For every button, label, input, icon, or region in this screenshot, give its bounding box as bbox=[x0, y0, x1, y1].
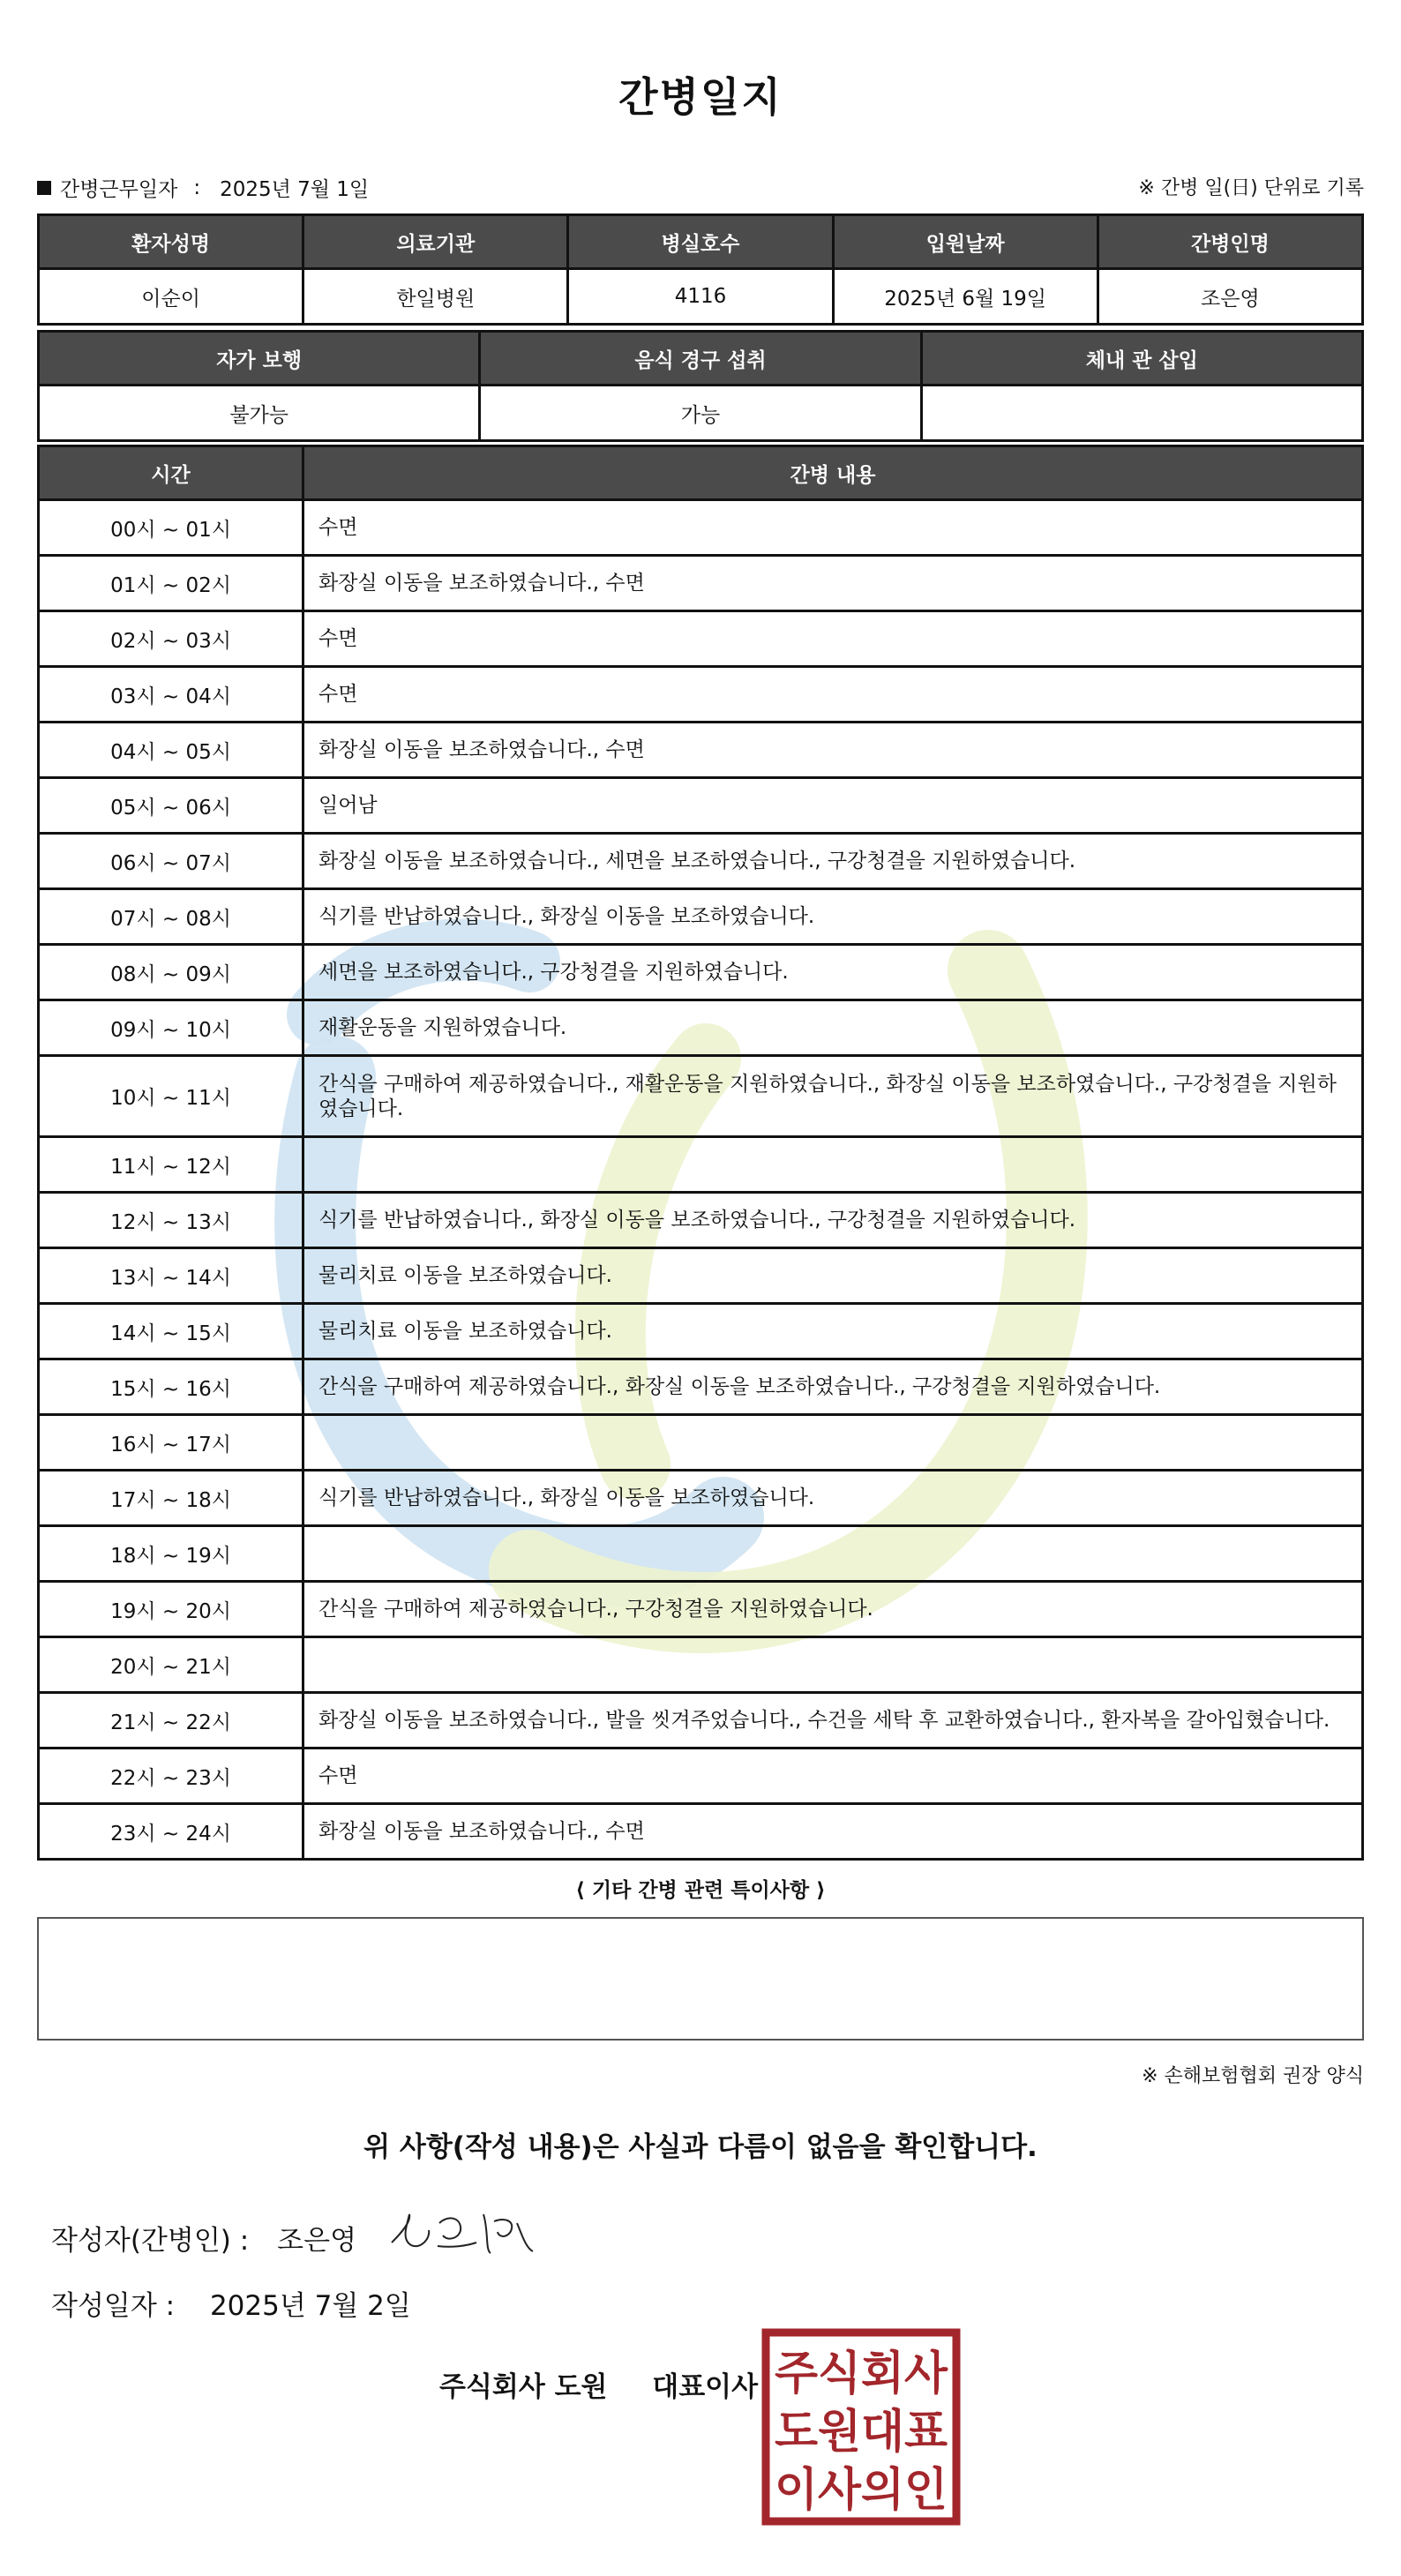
table-row bbox=[39, 889, 1363, 945]
time-slot: 16시 ~ 17시 bbox=[39, 1415, 303, 1471]
self-walking-value: 불가능 bbox=[39, 386, 480, 441]
patient-status-table bbox=[37, 330, 1364, 442]
hospital-name: 한일병원 bbox=[303, 269, 568, 325]
time-slot: 09시 ~ 10시 bbox=[39, 1000, 303, 1056]
room-number: 4116 bbox=[568, 269, 833, 325]
header-care-content: 간병 내용 bbox=[303, 446, 1363, 500]
care-content: 세면을 보조하였습니다., 구강청결을 지원하였습니다. bbox=[303, 945, 1363, 1000]
time-slot: 22시 ~ 23시 bbox=[39, 1749, 303, 1804]
care-content: 화장실 이동을 보조하였습니다., 세면을 보조하였습니다., 구강청결을 지원하였습니다. bbox=[303, 834, 1363, 889]
work-date-line bbox=[37, 173, 369, 202]
patient-name: 이순이 bbox=[39, 269, 303, 325]
time-slot: 21시 ~ 22시 bbox=[39, 1693, 303, 1749]
writer-label: 작성자(간병인) : bbox=[51, 2225, 250, 2257]
table-row bbox=[39, 945, 1363, 1000]
time-slot: 14시 ~ 15시 bbox=[39, 1304, 303, 1359]
time-slot: 02시 ~ 03시 bbox=[39, 611, 303, 667]
care-content: 간식을 구매하여 제공하였습니다., 구강청결을 지원하였습니다. bbox=[303, 1582, 1363, 1637]
time-slot: 03시 ~ 04시 bbox=[39, 667, 303, 723]
header-admission-date: 입원날짜 bbox=[833, 215, 1098, 269]
svg-text:이사의인: 이사의인 bbox=[775, 2464, 948, 2517]
time-slot: 20시 ~ 21시 bbox=[39, 1637, 303, 1693]
care-content: 식기를 반납하였습니다., 화장실 이동을 보조하였습니다., 구강청결을 지원하였습니다. bbox=[303, 1193, 1363, 1248]
care-content: 일어남 bbox=[303, 778, 1363, 834]
notes-box bbox=[37, 1917, 1364, 2041]
svg-text:주식회사: 주식회사 bbox=[775, 2348, 948, 2400]
time-slot: 05시 ~ 06시 bbox=[39, 778, 303, 834]
time-slot: 00시 ~ 01시 bbox=[39, 500, 303, 556]
square-bullet-icon bbox=[37, 181, 51, 195]
work-date-label: 간병근무일자 bbox=[60, 178, 178, 201]
header-time: 시간 bbox=[39, 446, 303, 500]
table-row bbox=[39, 1248, 1363, 1304]
oral-intake-value: 가능 bbox=[480, 386, 921, 441]
unit-note: ※ 간병 일(日) 단위로 기록 bbox=[1138, 177, 1364, 199]
document-title: 간병일지 bbox=[618, 73, 783, 121]
care-content bbox=[303, 1137, 1363, 1193]
table-row bbox=[39, 834, 1363, 889]
table-row bbox=[39, 1749, 1363, 1804]
care-content: 물리치료 이동을 보조하였습니다. bbox=[303, 1248, 1363, 1304]
work-date-value: 2025년 7월 1일 bbox=[220, 178, 370, 201]
admission-date: 2025년 6월 19일 bbox=[833, 269, 1098, 325]
care-content: 식기를 반납하였습니다., 화장실 이동을 보조하였습니다. bbox=[303, 1471, 1363, 1526]
time-slot: 23시 ~ 24시 bbox=[39, 1804, 303, 1860]
colon: : bbox=[193, 176, 201, 199]
time-slot: 19시 ~ 20시 bbox=[39, 1582, 303, 1637]
header-self-walking: 자가 보행 bbox=[39, 332, 480, 386]
time-slot: 06시 ~ 07시 bbox=[39, 834, 303, 889]
table-row bbox=[39, 1415, 1363, 1471]
care-content: 수면 bbox=[303, 500, 1363, 556]
header-patient-name: 환자성명 bbox=[39, 215, 303, 269]
time-slot: 10시 ~ 11시 bbox=[39, 1056, 303, 1137]
header-tube-insertion: 체내 관 삽입 bbox=[921, 332, 1362, 386]
header-caregiver-name: 간병인명 bbox=[1098, 215, 1362, 269]
care-content: 화장실 이동을 보조하였습니다., 발을 씻겨주었습니다., 수건을 세탁 후 교환하였습니다., 환자복을 갈아입혔습니다. bbox=[303, 1693, 1363, 1749]
time-slot: 13시 ~ 14시 bbox=[39, 1248, 303, 1304]
header-room: 병실호수 bbox=[568, 215, 833, 269]
write-date-value: 2025년 7월 2일 bbox=[209, 2290, 411, 2322]
table-row bbox=[39, 723, 1363, 778]
table-row bbox=[39, 1526, 1363, 1582]
company-line bbox=[439, 2364, 758, 2404]
care-content: 화장실 이동을 보조하였습니다., 수면 bbox=[303, 1804, 1363, 1860]
header-hospital: 의료기관 bbox=[303, 215, 568, 269]
care-content bbox=[303, 1637, 1363, 1693]
care-content: 간식을 구매하여 제공하였습니다., 화장실 이동을 보조하였습니다., 구강청결을 지원하였습니다. bbox=[303, 1359, 1363, 1415]
company-name: 주식회사 도원 bbox=[439, 2371, 608, 2403]
time-slot: 15시 ~ 16시 bbox=[39, 1359, 303, 1415]
writer-line bbox=[51, 2218, 356, 2258]
table-row bbox=[39, 1137, 1363, 1193]
notes-title: ⟨ 기타 간병 관련 특이사항 ⟩ bbox=[575, 1879, 826, 1902]
time-slot: 08시 ~ 09시 bbox=[39, 945, 303, 1000]
care-content bbox=[303, 1415, 1363, 1471]
time-slot: 01시 ~ 02시 bbox=[39, 556, 303, 611]
care-content: 수면 bbox=[303, 667, 1363, 723]
time-slot: 17시 ~ 18시 bbox=[39, 1471, 303, 1526]
care-content: 식기를 반납하였습니다., 화장실 이동을 보조하였습니다. bbox=[303, 889, 1363, 945]
header-oral-intake: 음식 경구 섭취 bbox=[480, 332, 921, 386]
time-slot: 11시 ~ 12시 bbox=[39, 1137, 303, 1193]
care-content: 화장실 이동을 보조하였습니다., 수면 bbox=[303, 556, 1363, 611]
table-row bbox=[39, 667, 1363, 723]
table-row bbox=[39, 1359, 1363, 1415]
table-row bbox=[39, 556, 1363, 611]
time-slot: 18시 ~ 19시 bbox=[39, 1526, 303, 1582]
table-row bbox=[39, 1637, 1363, 1693]
confirmation-statement: 위 사항(작성 내용)은 사실과 다름이 없음을 확인합니다. bbox=[363, 2131, 1038, 2163]
table-row bbox=[39, 1804, 1363, 1860]
table-row bbox=[39, 1000, 1363, 1056]
table-row bbox=[39, 778, 1363, 834]
table-row bbox=[39, 611, 1363, 667]
care-content bbox=[303, 1526, 1363, 1582]
care-content: 수면 bbox=[303, 1749, 1363, 1804]
care-content: 수면 bbox=[303, 611, 1363, 667]
time-slot: 07시 ~ 08시 bbox=[39, 889, 303, 945]
table-row bbox=[39, 1582, 1363, 1637]
care-content: 재활운동을 지원하였습니다. bbox=[303, 1000, 1363, 1056]
table-row bbox=[39, 1471, 1363, 1526]
care-content: 간식을 구매하여 제공하였습니다., 재활운동을 지원하였습니다., 화장실 이동을 보조하였습니다., 구강청결을 지원하였습니다. bbox=[303, 1056, 1363, 1137]
table-row bbox=[39, 1056, 1363, 1137]
handwritten-signature bbox=[385, 2197, 543, 2267]
company-seal-stamp bbox=[760, 2327, 962, 2527]
care-content: 화장실 이동을 보조하였습니다., 수면 bbox=[303, 723, 1363, 778]
table-row bbox=[39, 1193, 1363, 1248]
write-date-line bbox=[51, 2283, 411, 2323]
patient-info-table bbox=[37, 213, 1364, 326]
table-row bbox=[39, 1693, 1363, 1749]
table-row bbox=[39, 500, 1363, 556]
svg-text:도원대표: 도원대표 bbox=[775, 2406, 948, 2459]
writer-name: 조은영 bbox=[277, 2225, 357, 2257]
care-content: 물리치료 이동을 보조하였습니다. bbox=[303, 1304, 1363, 1359]
recommend-note: ※ 손해보험협회 권장 양식 bbox=[1142, 2065, 1364, 2087]
table-row bbox=[39, 1304, 1363, 1359]
care-log-table bbox=[37, 445, 1364, 1861]
write-date-label: 작성일자 : bbox=[51, 2290, 176, 2322]
caregiver-name: 조은영 bbox=[1098, 269, 1362, 325]
time-slot: 12시 ~ 13시 bbox=[39, 1193, 303, 1248]
ceo-title: 대표이사 bbox=[652, 2371, 759, 2403]
time-slot: 04시 ~ 05시 bbox=[39, 723, 303, 778]
tube-insertion-value bbox=[921, 386, 1362, 441]
